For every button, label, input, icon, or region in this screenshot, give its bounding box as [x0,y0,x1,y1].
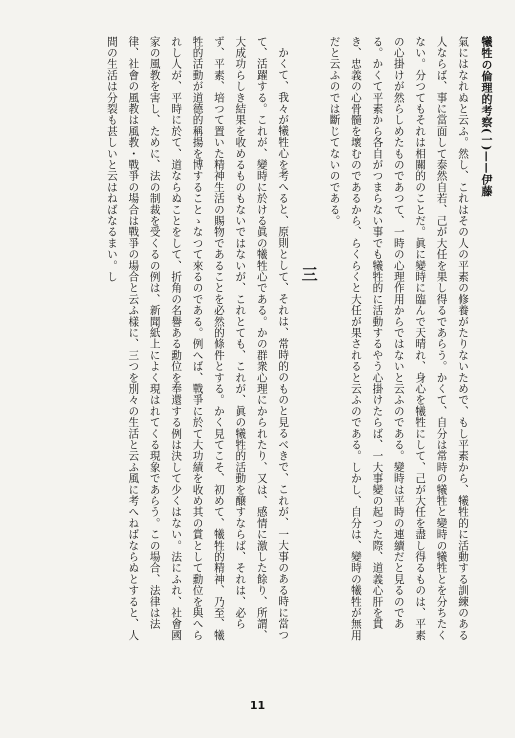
paragraph: 氣にはなれぬと云ふ。然し、これはその人の平素の修養がたりないためで、もし平素から、犧牲的に活動する訓練のある人ならば、事に當面して泰然自若、己が大任を果し得るであらう。かくて、自分は常時の犧牲と變時の犧牲とを分ちたくない。分つてもそれは相關的のことだ。眞に變時に臨んで天晴れ、身心を犧牲にして、己が大任を盡し得るものは、平素の心掛けが然らしめたものであつて、一時の心理作用からではないと云ふのである。變時は平時の連續だと見るのである。かくて平素から各自がつまらない事でも犧牲的に活動するやう心掛けたらば、一大事變の起つた際、道義心肝を貫き、忠義の心骨髓を壞むのであるから、らくらくと大任が果されると云ふのである。しかし、自分は、變時の犧牲が無用だと云ふのでは斷じてないのである。 [328,36,469,641]
body-text [41,36,473,648]
page-number: 11 [249,699,266,712]
running-header: 犧牲の倫理的考察(一)——伊藤 [480,36,493,197]
paragraph: かくて、我々が犧牲心を考へると、原則として、それは、常時的のものと見るべきで、これが、一大事のある時に當つて、活躍する。これが、變時に於ける眞の犧牲心である。かの群衆心理にかられたり、又は、感情に激した餘り、所謂、大成功らしき結果を收めるものもないではないが、これとても、これが、眞の犧牲的活動を醸すならば、それは、必らず、平素、培つて置いた精神生活の賜物であることを必然的條件とする。かく見てこそ、初めて、犧牲的精神、乃至、犧牲的活動が道德的稱揚を博することゝなつて來るのである。例へば、戰爭に於て大功績を收め其の賞として勳位を與へられし人が、平時に於て、道ならぬことをして、折角の名譽ある勳位を奉還する例は決して少くはない。法にふれ、社會國家の風教を害し、ために、法の制裁を受くるの例は、新聞紙上によく現はれてくる現象であらう。この場合、法律は法律、社會の風教は風教・戰爭の場合は戰爭の場合と云ふ樣に、三つを別々の生活と云ふ風に考へねばならぬとすると、人間の生活は分裂も甚しいと云はねばなるまい。し [105,36,290,641]
section-number: 三 [299,266,319,283]
